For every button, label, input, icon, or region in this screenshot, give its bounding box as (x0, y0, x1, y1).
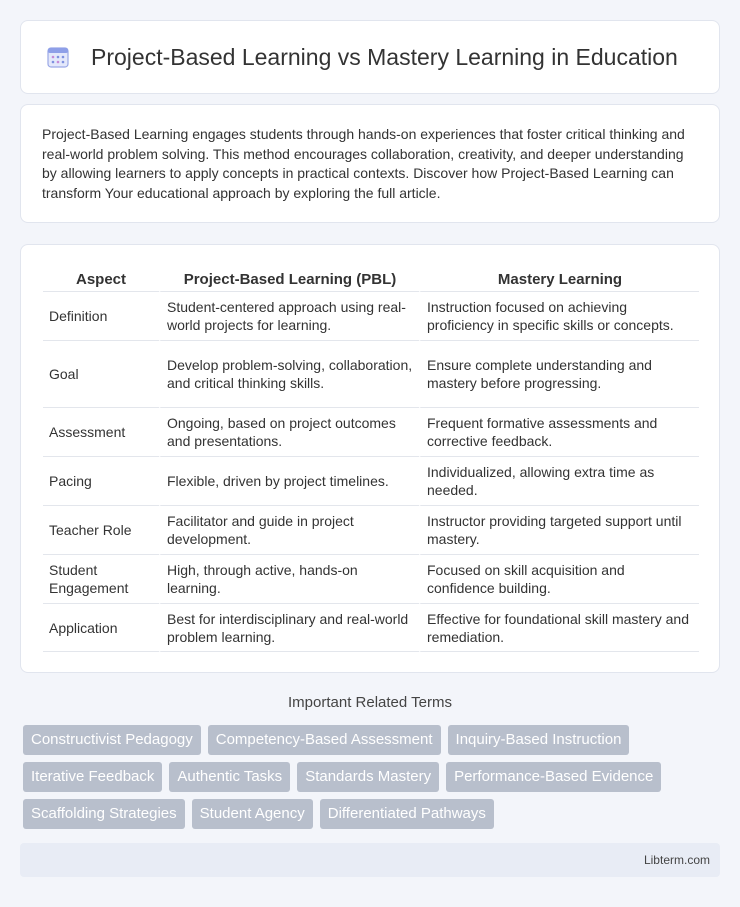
table-cell-aspect: Goal (43, 340, 159, 407)
table-cell-aspect: Student Engagement (43, 554, 159, 603)
table-cell-pbl: Best for interdisciplinary and real-world problem learning. (159, 603, 419, 652)
related-term-tag[interactable]: Standards Mastery (297, 762, 439, 792)
column-header-mastery: Mastery Learning (419, 265, 699, 291)
column-header-aspect: Aspect (75, 271, 127, 288)
related-term-tag[interactable]: Differentiated Pathways (320, 799, 494, 829)
comparison-card (20, 244, 720, 673)
table-row (43, 554, 699, 603)
table-cell-pbl: Student-centered approach using real-world projects for learning. (159, 291, 419, 340)
table-cell-aspect: Assessment (43, 407, 159, 456)
related-terms (23, 725, 723, 836)
related-terms-heading: Important Related Terms (288, 694, 452, 711)
related-term-tag[interactable]: Authentic Tasks (169, 762, 290, 792)
table-cell-mastery: Ensure complete understanding and mastery before progressing. (419, 340, 699, 407)
related-term-tag[interactable]: Student Agency (192, 799, 313, 829)
table-cell-mastery: Frequent formative assessments and corrective feedback. (419, 407, 699, 456)
intro-paragraph: Project-Based Learning engages students through hands-on experiences that foster critical thinking and real-world problem solving. This method encourages collaboration, creativity, and deeper understanding by allowing learners to apply concepts in practical contexts. Discover how Project-Based Learning can transform Your educational approach by exploring the full article. (42, 126, 685, 201)
table-row (43, 340, 699, 407)
footer-site-link[interactable]: Libterm.com (643, 853, 710, 867)
table-row (43, 505, 699, 554)
calendar-grid-icon (47, 46, 69, 68)
table-cell-pbl: Ongoing, based on project outcomes and presentations. (159, 407, 419, 456)
table-row (43, 456, 699, 505)
table-cell-aspect: Teacher Role (43, 505, 159, 554)
related-terms-row (23, 762, 723, 792)
table-cell-aspect: Definition (43, 291, 159, 340)
table-row (43, 407, 699, 456)
table-cell-aspect: Application (43, 603, 159, 652)
table-header-row (43, 265, 699, 291)
related-term-tag[interactable]: Iterative Feedback (23, 762, 162, 792)
intro-card (20, 104, 720, 223)
table-cell-pbl: High, through active, hands-on learning. (159, 554, 419, 603)
related-term-tag[interactable]: Competency-Based Assessment (208, 725, 441, 755)
table-cell-pbl: Develop problem-solving, collaboration, and critical thinking skills. (159, 340, 419, 407)
header-card (20, 20, 720, 94)
related-term-tag[interactable]: Constructivist Pedagogy (23, 725, 201, 755)
table-cell-aspect: Pacing (43, 456, 159, 505)
related-terms-row (23, 799, 723, 829)
related-term-tag[interactable]: Performance-Based Evidence (446, 762, 661, 792)
related-terms-row (23, 725, 723, 755)
table-cell-mastery: Instruction focused on achieving proficiency in specific skills or concepts. (419, 291, 699, 340)
table-cell-mastery: Instructor providing targeted support until mastery. (419, 505, 699, 554)
footer (20, 843, 720, 877)
table-cell-pbl: Facilitator and guide in project development. (159, 505, 419, 554)
column-header-pbl: Project-Based Learning (PBL) (159, 265, 419, 291)
table-cell-mastery: Individualized, allowing extra time as needed. (419, 456, 699, 505)
related-term-tag[interactable]: Inquiry-Based Instruction (448, 725, 630, 755)
page-title: Project-Based Learning vs Mastery Learning in Education (91, 43, 678, 70)
table-row (43, 603, 699, 652)
table-cell-mastery: Focused on skill acquisition and confidence building. (419, 554, 699, 603)
table-cell-mastery: Effective for foundational skill mastery and remediation. (419, 603, 699, 652)
table-row (43, 291, 699, 340)
table-cell-pbl: Flexible, driven by project timelines. (159, 456, 419, 505)
comparison-table (43, 265, 699, 652)
related-term-tag[interactable]: Scaffolding Strategies (23, 799, 185, 829)
